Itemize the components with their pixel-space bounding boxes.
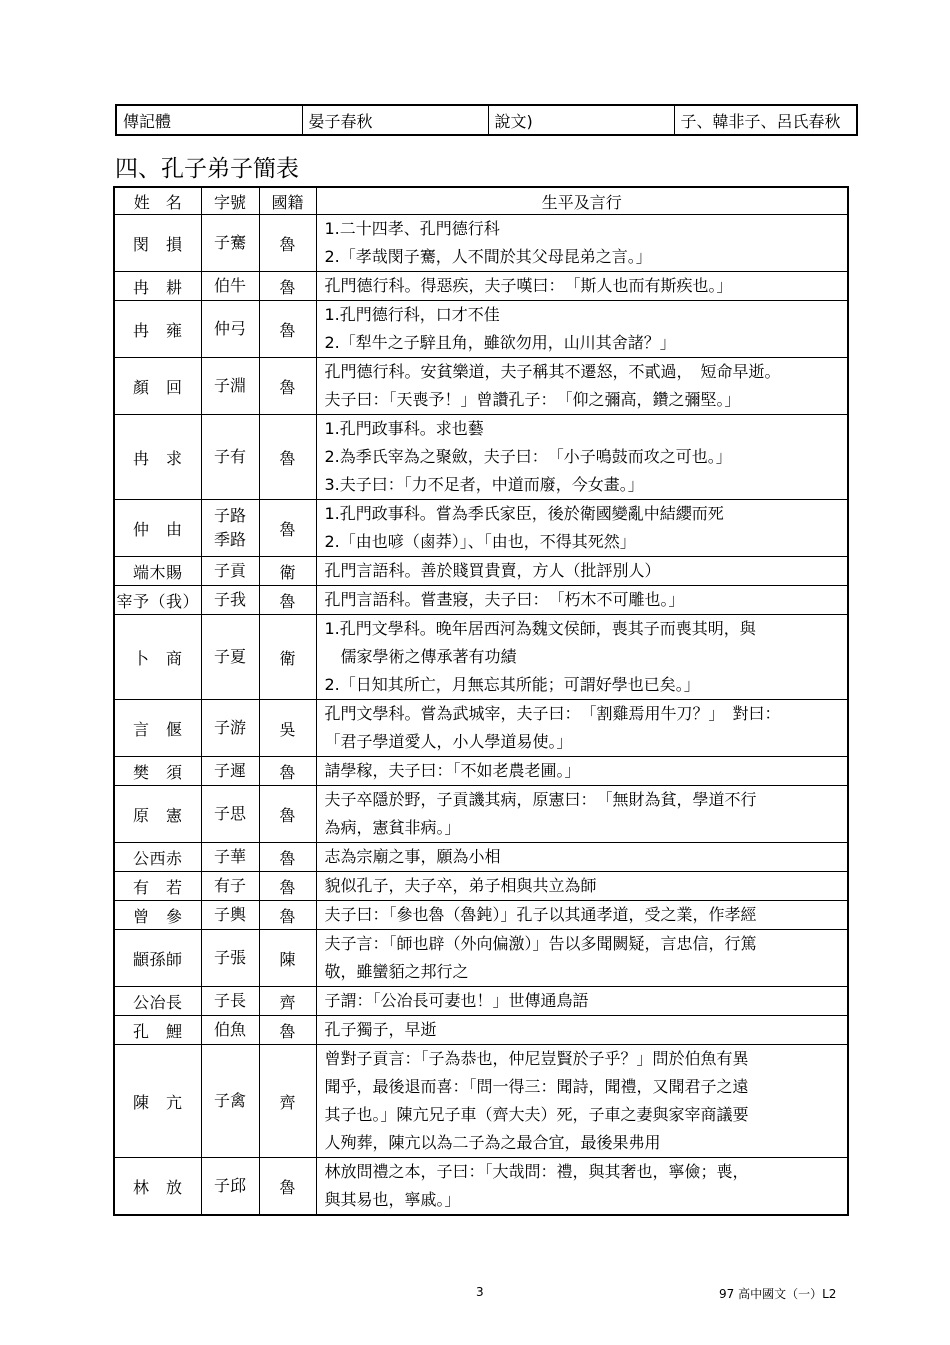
life-line: 其子也。」陳亢兄子車（齊大夫）死，子車之妻與家宰商議要 — [324, 1105, 749, 1124]
disciple-name: 端木賜 — [114, 557, 201, 586]
life-line: 曾對子貢言：「子為恭也，仲尼豈賢於子乎？」問於伯魚有異 — [324, 1049, 749, 1068]
courtesy-name: 子我 — [213, 590, 246, 609]
home-state: 魯 — [259, 757, 316, 786]
disciple-name: 冉 耕 — [114, 272, 201, 301]
table-row — [114, 358, 848, 415]
home-state: 衛 — [259, 557, 316, 586]
courtesy-name-cell — [201, 930, 259, 987]
home-state: 魯 — [259, 872, 316, 901]
life-and-sayings — [316, 930, 848, 987]
table-row — [114, 843, 848, 872]
courtesy-name-cell — [201, 901, 259, 930]
disciple-name: 有 若 — [114, 872, 201, 901]
life-line: 孔門言語科。嘗晝寢，夫子曰： 「朽木不可雕也。」 — [324, 590, 685, 609]
life-line: 人殉葬，陳亢以為二子為之最合宜，最後果弗用 — [324, 1133, 661, 1152]
life-and-sayings — [316, 557, 848, 586]
home-state: 魯 — [259, 901, 316, 930]
life-line: 2.「日知其所亡，月無忘其所能；可謂好學也已矣。」 — [324, 675, 700, 694]
life-and-sayings — [316, 586, 848, 615]
table-row — [114, 586, 848, 615]
life-line: 3.夫子曰：「力不足者，中道而廢，今女畫。」 — [324, 475, 644, 494]
home-state: 魯 — [259, 215, 316, 272]
courtesy-name-cell — [201, 358, 259, 415]
courtesy-name: 子思 — [213, 804, 246, 823]
life-line: 孔門德行科。安貧樂道，夫子稱其不遷怒，不貳過， 短命早逝。 — [324, 362, 781, 381]
home-state: 衛 — [259, 615, 316, 700]
table-row — [114, 700, 848, 757]
top-row-cell: 傳記體 — [116, 105, 302, 135]
life-line: 與其易也，寧戚。」 — [324, 1190, 461, 1209]
life-and-sayings — [316, 301, 848, 358]
life-line: 孔門德行科。得惡疾，夫子嘆曰： 「斯人也而有斯疾也。」 — [324, 276, 733, 295]
courtesy-name-cell — [201, 1016, 259, 1045]
courtesy-name: 子輿 — [213, 905, 246, 924]
section-title: 四、孔子弟子簡表 — [115, 156, 299, 182]
home-state: 齊 — [259, 1045, 316, 1158]
disciple-name: 孔 鯉 — [114, 1016, 201, 1045]
home-state: 魯 — [259, 415, 316, 500]
life-line: 1.孔門德行科，口才不佳 — [324, 305, 500, 324]
table-row — [114, 557, 848, 586]
courtesy-name-cell — [201, 843, 259, 872]
disciple-name: 閔 損 — [114, 215, 201, 272]
life-line: 貌似孔子，夫子卒，弟子相與共立為師 — [324, 876, 597, 895]
top-row-cell: 說文) — [488, 105, 674, 135]
home-state: 魯 — [259, 586, 316, 615]
course-label: 97 高中國文（一）L2 — [719, 1287, 837, 1301]
table-header-row — [114, 187, 848, 215]
life-line: 夫子曰：「參也魯（魯鈍）」孔子以其通孝道，受之業，作孝經 — [324, 905, 757, 924]
courtesy-name: 子騫 — [213, 233, 246, 252]
life-and-sayings — [316, 215, 848, 272]
disciple-name: 卜 商 — [114, 615, 201, 700]
table-row — [114, 215, 848, 272]
life-and-sayings — [316, 987, 848, 1016]
disciple-name: 公冶長 — [114, 987, 201, 1016]
courtesy-name: 子長 — [213, 991, 246, 1010]
courtesy-name: 子遲 — [213, 761, 246, 780]
courtesy-name-cell — [201, 615, 259, 700]
life-and-sayings — [316, 901, 848, 930]
courtesy-name: 子張 — [213, 948, 246, 967]
header-style: 字號 — [201, 187, 259, 215]
home-state: 魯 — [259, 272, 316, 301]
courtesy-name-cell — [201, 987, 259, 1016]
table-row — [114, 301, 848, 358]
life-line: 請學稼，夫子曰：「不如老農老圃。」 — [324, 761, 581, 780]
courtesy-name-cell — [201, 586, 259, 615]
disciple-name: 林 放 — [114, 1158, 201, 1216]
life-line: 1.孔門政事科。嘗為季氏家臣，後於衛國變亂中結纓而死 — [324, 504, 724, 523]
life-line: 子謂：「公冶長可妻也！」世傳通鳥語 — [324, 991, 589, 1010]
courtesy-name: 子有 — [213, 447, 246, 466]
table-row — [114, 415, 848, 500]
courtesy-name-cell — [201, 557, 259, 586]
life-and-sayings — [316, 415, 848, 500]
life-line: 夫子言：「師也辟（外向偏激）」告以多聞闕疑，言忠信，行篤 — [324, 934, 757, 953]
table-row — [114, 1016, 848, 1045]
header-state: 國籍 — [259, 187, 316, 215]
home-state: 魯 — [259, 500, 316, 557]
disciple-name: 言 偃 — [114, 700, 201, 757]
life-line: 夫子卒隱於野，子貢譏其病，原憲曰： 「無財為貧，學道不行 — [324, 790, 757, 809]
home-state: 吳 — [259, 700, 316, 757]
table-row — [114, 901, 848, 930]
disciple-name: 顏 回 — [114, 358, 201, 415]
life-line: 孔門言語科。善於賤買貴賣，方人（批評別人） — [324, 561, 661, 580]
life-and-sayings — [316, 272, 848, 301]
courtesy-name-cell — [201, 757, 259, 786]
top-row-cell: 晏子春秋 — [302, 105, 488, 135]
courtesy-name: 子華 — [213, 847, 246, 866]
life-and-sayings — [316, 1016, 848, 1045]
home-state: 齊 — [259, 987, 316, 1016]
courtesy-name: 季路 — [213, 530, 246, 549]
header-life: 生平及言行 — [316, 187, 848, 215]
table-row — [114, 1045, 848, 1158]
life-line: 2.「由也喭（鹵莽）」、「由也，不得其死然」 — [324, 532, 636, 551]
courtesy-name-cell — [201, 1158, 259, 1216]
life-line: 1.孔門政事科。求也藝 — [324, 419, 484, 438]
life-and-sayings — [316, 1158, 848, 1216]
life-line: 孔門文學科。嘗為武城宰，夫子曰： 「割雞焉用牛刀？」 對曰： — [324, 704, 781, 723]
home-state: 魯 — [259, 358, 316, 415]
table-row — [114, 930, 848, 987]
home-state: 魯 — [259, 843, 316, 872]
disciples-table — [113, 186, 849, 1216]
home-state: 陳 — [259, 930, 316, 987]
life-line: 1.孔門文學科。晚年居西河為魏文侯師，喪其子而喪其明，與 — [324, 619, 756, 638]
life-and-sayings — [316, 358, 848, 415]
life-line: 1.二十四孝、孔門德行科 — [324, 219, 500, 238]
header-name: 姓 名 — [114, 187, 201, 215]
disciple-name: 陳 亢 — [114, 1045, 201, 1158]
table-row — [114, 872, 848, 901]
life-line: 為病，憲貧非病。」 — [324, 818, 461, 837]
courtesy-name: 子游 — [213, 718, 246, 737]
courtesy-name-cell — [201, 500, 259, 557]
courtesy-name: 子淵 — [213, 376, 246, 395]
top-row-cell: 子、韓非子、呂氏春秋 — [674, 105, 857, 135]
life-line: 「君子學道愛人，小人學道易使。」 — [324, 732, 573, 751]
life-line: 志為宗廟之事，願為小相 — [324, 847, 501, 866]
previous-table-row — [115, 104, 858, 136]
life-and-sayings — [316, 786, 848, 843]
courtesy-name-cell — [201, 872, 259, 901]
disciple-name: 曾 參 — [114, 901, 201, 930]
life-line: 夫子曰：「天喪予！」曾讚孔子： 「仰之彌高，鑽之彌堅。」 — [324, 390, 741, 409]
life-line: 林放問禮之本，子曰：「大哉問：禮，與其奢也，寧儉；喪， — [324, 1162, 749, 1181]
disciple-name: 冉 求 — [114, 415, 201, 500]
disciple-name: 公西赤 — [114, 843, 201, 872]
life-and-sayings — [316, 500, 848, 557]
courtesy-name: 子夏 — [213, 647, 246, 666]
courtesy-name-cell — [201, 415, 259, 500]
life-and-sayings — [316, 872, 848, 901]
courtesy-name: 子邱 — [213, 1176, 246, 1195]
courtesy-name-cell — [201, 786, 259, 843]
courtesy-name: 仲弓 — [213, 319, 246, 338]
disciple-name: 冉 雍 — [114, 301, 201, 358]
home-state: 魯 — [259, 1158, 316, 1216]
home-state: 魯 — [259, 786, 316, 843]
disciple-name: 仲 由 — [114, 500, 201, 557]
courtesy-name: 子禽 — [213, 1091, 246, 1110]
life-line: 儒家學術之傳承著有功績 — [340, 647, 517, 666]
life-and-sayings — [316, 615, 848, 700]
courtesy-name-cell — [201, 272, 259, 301]
courtesy-name-cell — [201, 1045, 259, 1158]
life-and-sayings — [316, 1045, 848, 1158]
disciple-name: 顓孫師 — [114, 930, 201, 987]
disciple-name: 樊 須 — [114, 757, 201, 786]
page-number: 3 — [476, 1285, 484, 1299]
life-line: 敬，雖蠻貊之邦行之 — [324, 962, 469, 981]
home-state: 魯 — [259, 1016, 316, 1045]
table-row — [114, 500, 848, 557]
table-row — [114, 987, 848, 1016]
disciple-name: 原 憲 — [114, 786, 201, 843]
table-row — [114, 615, 848, 700]
table-row — [114, 757, 848, 786]
life-line: 2.「犁牛之子騂且角，雖欲勿用，山川其舍諸？」 — [324, 333, 676, 352]
life-line: 2.「孝哉閔子騫，人不間於其父母昆弟之言。」 — [324, 247, 652, 266]
courtesy-name-cell — [201, 301, 259, 358]
courtesy-name-cell — [201, 215, 259, 272]
courtesy-name: 伯魚 — [213, 1020, 246, 1039]
courtesy-name: 子貢 — [213, 561, 246, 580]
courtesy-name: 有子 — [213, 876, 246, 895]
life-and-sayings — [316, 757, 848, 786]
life-and-sayings — [316, 843, 848, 872]
table-row — [114, 1158, 848, 1216]
courtesy-name: 子路 — [213, 506, 246, 525]
table-row — [114, 786, 848, 843]
courtesy-name: 伯牛 — [213, 276, 246, 295]
courtesy-name-cell — [201, 700, 259, 757]
table-body — [114, 215, 848, 1216]
life-line: 2.為季氏宰為之聚斂，夫子曰： 「小子鳴鼓而攻之可也。」 — [324, 447, 732, 466]
home-state: 魯 — [259, 301, 316, 358]
life-line: 聞乎，最後退而喜：「問一得三：聞詩，聞禮，又聞君子之遠 — [324, 1077, 749, 1096]
table-row — [114, 272, 848, 301]
disciple-name: 宰予（我） — [114, 586, 201, 615]
life-line: 孔子獨子，早逝 — [324, 1020, 437, 1039]
life-and-sayings — [316, 700, 848, 757]
